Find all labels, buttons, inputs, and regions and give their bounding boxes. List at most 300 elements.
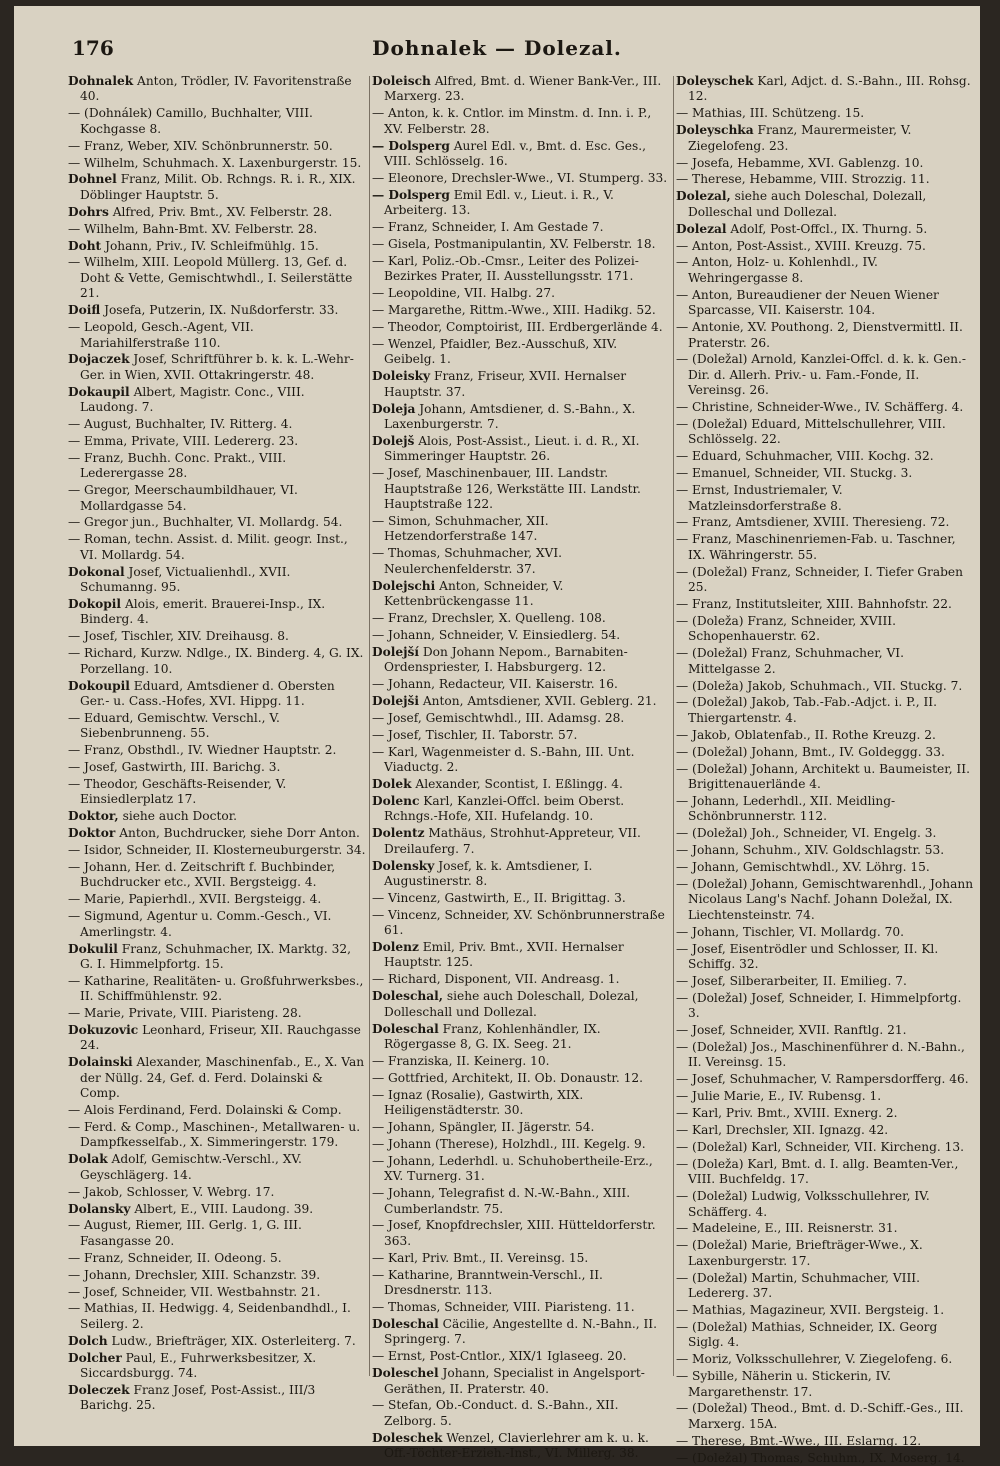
directory-entry [372,891,670,906]
entry-text: — Johann, Her. d. Zeitschrift f. Buchbinder, Buchdrucker etc., XVII. Bergsteigg. 4. [68,860,336,890]
entry-text: — (Doležal) Jakob, Tab.-Fab.-Adjct. i. P., II. Thiergartenstr. 4. [676,695,937,725]
entry-text: — Katharine, Branntwein-Verschl., II. Dresdnerstr. 113. [372,1267,603,1298]
column-divider [673,76,674,1376]
directory-entry [372,1154,670,1185]
entry-text: siehe auch Doleschall, Dolezal, Dolleschall und Dollezal. [384,989,639,1019]
directory-entry [676,1040,974,1071]
entry-text: — Gottfried, Architekt, II. Ob. Donaustr. 12. [372,1070,644,1085]
entry-text: Karl, Adjct. d. S.-Bahn., III. Rohsg. 12. [688,74,971,104]
entry-text: — Johann, Telegrafist d. N.-W.-Bahn., XIII. Cumberlandstr. 75. [372,1186,631,1216]
entry-surname: Doleyschka [676,123,754,138]
entry-text: — Johann, Tischler, VI. Mollardg. 70. [676,924,904,939]
directory-entry [676,942,974,973]
directory-entry [676,189,974,220]
directory-entry [68,1202,366,1217]
entry-surname: Doleschal [372,1316,439,1331]
entry-text: Alexander, Scontist, I. Eßlingg. 4. [415,776,623,791]
entry-text: siehe auch Doleschal, Dolezall, Dolleschal und Dollezal. [688,189,927,219]
entry-text: — (Doležal) Joh., Schneider, VI. Engelg. 3. [676,826,937,841]
entry-text: — Sybille, Näherin u. Stickerin, IV. Margarethenstr. 17. [676,1369,892,1399]
entry-text: — Johann, Schuhm., XIV. Goldschlagstr. 53. [676,843,945,858]
entry-text: Josef, Schriftführer b. k. k. L.-Wehr-Ger. in Wien, XVII. Ottakringerstr. 48. [80,352,354,382]
entry-text: — Franz, Institutsleiter, XIII. Bahnhofstr. 22. [676,597,952,611]
entry-surname: Dolezal, [676,189,731,204]
directory-entry [676,1123,974,1138]
directory-entry [372,611,670,626]
directory-entry [68,1383,366,1414]
directory-entry [372,402,670,433]
entry-surname: — Dolsperg [372,187,450,202]
entry-text: Adolf, Post-Offcl., IX. Thurng. 5. [730,221,928,236]
entry-surname: Dokuzovic [68,1023,139,1038]
directory-entry [68,760,366,775]
directory-entry [676,222,974,237]
entry-text: Emil, Priv. Bmt., XVII. Hernalser Hauptstr. 125. [384,940,624,970]
entry-text: — Leopoldine, VII. Halbg. 27. [372,286,555,301]
entry-text: — Josef, Gastwirth, III. Barichg. 3. [68,760,281,775]
directory-entry [676,172,974,187]
directory-entry [68,629,366,644]
entry-surname: Dolak [68,1152,108,1167]
directory-entry [372,74,670,105]
entry-text: Franz, Friseur, XVII. Hernalser Hauptstr. 37. [384,369,627,399]
directory-entry [676,745,974,760]
directory-entry [676,1089,974,1104]
entry-surname: Dolcher [68,1350,122,1365]
directory-entry [68,434,366,449]
directory-entry [372,1186,670,1217]
entry-text: — (Doleža) Jakob, Schuhmach., VII. Stuckg. 7. [676,678,963,693]
directory-entry [68,1023,366,1054]
entry-text: Don Johann Nepom., Barnabiten-Ordenspriester, I. Habsburgerg. 12. [384,644,628,675]
directory-entry [676,877,974,923]
entry-text: Anton, Amtsdiener, XVII. Geblerg. 21. [422,693,657,708]
entry-text: Eduard, Amtsdiener d. Obersten Ger.- u. Cass.-Hofes, XVI. Hippg. 11. [80,678,335,708]
directory-entry [68,1218,366,1249]
directory-entry [68,892,366,907]
entry-text: Franz Josef, Post-Assist., III/3 Barichg. 25. [80,1383,316,1413]
entry-surname: Doifl [68,303,101,318]
directory-entry [676,974,974,989]
entry-surname: Dolejš [372,433,415,448]
entry-text: Paul, E., Fuhrwerksbesitzer, X. Siccardsburgg. 74. [80,1350,317,1381]
directory-entry [372,139,670,170]
directory-entry [676,1401,974,1432]
directory-entry [372,908,670,939]
directory-entry [372,1137,670,1152]
entry-text: — Roman, techn. Assist. d. Milit. geogr. Inst., VI. Mollardg. 54. [68,532,348,562]
entry-text: — (Doležal) Marie, Briefträger-Wwe., X. Laxenburgerstr. 17. [676,1238,923,1268]
entry-text: — Franziska, II. Keinerg. 10. [372,1053,550,1068]
entry-text: — Wilhelm, XIII. Leopold Müllerg. 13, Gef. d. Doht & Vette, Gemischtwhdl., I. Seilerstätte 21. [68,255,353,301]
directory-entry [676,1320,974,1351]
entry-text: — Antonie, XV. Pouthong. 2, Dienstvermittl. II. Praterstr. 26. [676,320,963,350]
entry-text: — Karl, Poliz.-Ob.-Cmsr., Leiter des Polizei-Bezirkes Prater, II. Ausstellungsstr. 171. [372,253,639,284]
entry-text: Josef, k. k. Amtsdiener, I. Augustinerstr. 8. [384,858,593,888]
entry-text: — Richard, Kurzw. Ndlge., IX. Binderg. 4, G. IX. Porzellang. 10. [68,646,364,676]
entry-text: — Richard, Disponent, VII. Andreasg. 1. [372,972,620,987]
entry-text: — Theodor, Geschäfts-Reisender, V. Einsiedlerplatz 17. [68,776,287,807]
entry-text: — Moriz, Volksschullehrer, V. Ziegelofeng. 6. [676,1352,953,1367]
entry-text: — Josef, Knopfdrechsler, XIII. Hütteldorferstr. 363. [372,1218,656,1248]
entry-text: — (Doležal) Thomas, Schuhm., IX. Moserg. 14. [676,1450,965,1465]
directory-entry [372,711,670,726]
directory-entry [68,156,366,171]
directory-entry [676,352,974,398]
entry-text: — Franz, Obsthdl., IV. Wiedner Hauptstr. 2. [68,743,337,758]
directory-entry [68,909,366,940]
directory-entry [68,843,366,858]
directory-entry [68,451,366,482]
page-number: 176 [72,36,114,60]
entry-text: — Johann, Lederhdl., XII. Meidling-Schönbrunnerstr. 112. [676,793,896,824]
entry-text: Franz, Milit. Ob. Rchngs. R. i. R., XIX. Döblinger Hauptstr. 5. [80,172,356,202]
entry-text: — Vincenz, Schneider, XV. Schönbrunnerstraße 61. [372,907,665,938]
entry-surname: Dolezal [676,221,727,236]
directory-entry [372,694,670,709]
entry-text: — Eduard, Schuhmacher, VIII. Kochg. 32. [676,449,934,464]
entry-text: — (Doležal) Arnold, Kanzlei-Offcl. d. k. k. Gen.-Dir. d. Allerh. Priv.- u. Fam.-Fonde, II. Vereinsg. 26. [676,352,967,398]
directory-entry [372,1054,670,1069]
directory-entry [372,546,670,577]
entry-text: Franz, Kohlenhändler, IX. Rögergasse 8, G. IX. Seeg. 21. [384,1021,601,1051]
entry-text: Anton, Trödler, IV. Favoritenstraße 40. [80,74,352,104]
directory-entry [676,826,974,841]
directory-entry [68,1301,366,1332]
entry-text: — Emma, Private, VIII. Ledererg. 23. [68,433,299,448]
directory-entry [68,352,366,383]
directory-entry [676,288,974,319]
directory-entry [68,1006,366,1021]
entry-text: Alexander, Maschinenfab., E., X. Van der Nüllg. 24, Gef. d. Ferd. Dolainski & Comp. [80,1055,365,1101]
entry-text: — Stefan, Ob.-Conduct. d. S.-Bahn., XII. Zelborg. 5. [372,1398,619,1428]
entry-text: Anton, Buchdrucker, siehe Dorr Anton. [119,826,360,841]
entry-text: — (Doleža) Karl, Bmt. d. I. allg. Beamten-Ver., VIII. Buchfeldg. 17. [676,1156,959,1187]
directory-entry [676,156,974,171]
directory-entry [676,532,974,563]
entry-surname: Dolainski [68,1055,133,1070]
entry-text: Karl, Kanzlei-Offcl. beim Oberst. Rchngs.-Hofe, XII. Hufelandg. 10. [384,793,625,824]
directory-column-1 [68,74,366,1444]
entry-surname: Dolejší [372,644,419,659]
entry-text: Albert, E., VIII. Laudong. 39. [134,1201,314,1216]
directory-entry [372,171,670,186]
directory-page [14,6,980,1465]
directory-entry [68,809,366,824]
entry-text: — Josef, Schneider, XVII. Ranftlg. 21. [676,1023,907,1038]
entry-surname: Dolejši [372,693,419,708]
entry-text: — Josefa, Hebamme, XVI. Gablenzg. 10. [676,155,924,170]
entry-surname: Doleschek [372,1430,443,1445]
entry-text: — August, Buchhalter, IV. Ritterg. 4. [68,417,293,432]
directory-entry [676,1140,974,1155]
entry-text: Aurel Edl. v., Bmt. d. Esc. Ges., VIII. Schlösselg. 16. [384,138,646,169]
entry-text: — (Doležal) Johann, Bmt., IV. Goldeggg. 33. [676,744,945,759]
entry-text: — Franz, Weber, XIV. Schönbrunnerstr. 50. [68,138,333,153]
directory-entry [372,777,670,792]
entry-text: — Alois Ferdinand, Ferd. Dolainski & Comp. [68,1103,342,1118]
directory-entry [68,1251,366,1266]
directory-entry [676,1157,974,1188]
directory-entry [372,628,670,643]
entry-surname: Dolenc [372,793,420,808]
entry-text: — Franz, Amtsdiener, XVIII. Theresieng. 72. [676,515,950,530]
directory-entry [372,303,670,318]
directory-entry [676,1434,974,1449]
directory-entry [68,1351,366,1382]
directory-entry [372,188,670,219]
entry-text: — Julie Marie, E., IV. Rubensg. 1. [676,1089,882,1104]
directory-entry [676,1369,974,1400]
directory-entry [372,1268,670,1299]
directory-column-2 [372,74,670,1461]
entry-text: — Christine, Schneider-Wwe., IV. Schäfferg. 4. [676,400,964,415]
directory-entry [676,106,974,121]
entry-text: Josef, Victualienhdl., XVII. Schumanng. 95. [80,564,291,595]
entry-text: — Franz, Buchh. Conc. Prakt., VIII. Lederergasse 28. [68,450,287,481]
entry-text: — Franz, Schneider, I. Am Gestade 7. [372,220,604,235]
directory-entry [676,466,974,481]
directory-entry [676,991,974,1022]
entry-text: Franz, Schuhmacher, IX. Marktg. 32, G. I. Himmelpfortg. 15. [80,941,352,971]
directory-entry [676,728,974,743]
entry-text: — Marie, Papierhdl., XVII. Bergsteigg. 4. [68,892,322,907]
entry-text: — Emanuel, Schneider, VII. Stuckg. 3. [676,466,913,481]
entry-text: — (Doležal) Franz, Schuhmacher, VI. Mittelgasse 2. [676,646,904,676]
directory-entry [372,237,670,252]
running-head: Dohnalek — Dolezal. [372,36,622,60]
entry-text: — (Doležal) Ludwig, Volksschullehrer, IV. Schäfferg. 4. [676,1189,930,1219]
entry-text: — (Doležal) Karl, Schneider, VII. Kircheng. 13. [676,1139,964,1154]
directory-entry [676,762,974,793]
entry-text: — Margarethe, Rittm.-Wwe., XIII. Hadikg. 52. [372,303,656,318]
entry-text: Johann, Amtsdiener, d. S.-Bahn., X. Laxenburgerstr. 7. [384,401,636,432]
entry-text: — August, Riemer, III. Gerlg. 1, G. III. Fasangasse 20. [68,1218,302,1248]
directory-entry [372,1071,670,1086]
directory-entry [676,1238,974,1269]
entry-text: — Eduard, Gemischtw. Verschl., V. Siebenbrunneng. 55. [68,710,280,741]
directory-entry [372,369,670,400]
entry-text: — (Doležal) Theod., Bmt. d. D.-Schiff.-Ges., III. Marxerg. 15A. [676,1401,964,1431]
directory-entry [372,972,670,987]
entry-text: — Johann, Spängler, II. Jägerstr. 54. [372,1120,595,1134]
entry-text: — Karl, Wagenmeister d. S.-Bahn, III. Unt. Viaductg. 2. [372,744,635,775]
directory-entry [676,695,974,726]
directory-entry [68,303,366,318]
directory-entry [372,677,670,692]
entry-text: Franz, Maurermeister, V. Ziegelofeng. 23. [688,123,912,153]
entry-surname: Dojaczek [68,352,130,367]
entry-text: Wenzel, Clavierlehrer am k. u. k. Off.-Töchter-Erzieh.-Inst., VI. Millerg. 38. [384,1430,649,1461]
entry-text: Ludw., Briefträger, XIX. Osterleiterg. 7. [111,1333,356,1348]
directory-entry [68,1120,366,1151]
directory-entry [676,74,974,105]
directory-entry [68,385,366,416]
directory-entry [372,434,670,465]
entry-text: — Anton, Post-Assist., XVIII. Kreuzg. 75. [676,238,926,253]
directory-column-3 [676,74,974,1465]
entry-text: — (Doleža) Franz, Schneider, XVIII. Schopenhauerstr. 62. [676,613,896,644]
directory-entry [676,400,974,415]
directory-entry [372,286,670,301]
entry-text: — (Doležal) Franz, Schneider, I. Tiefer Graben 25. [676,564,963,595]
directory-entry [676,1271,974,1302]
directory-entry [68,1334,366,1349]
entry-text: — Karl, Drechsler, XII. Ignazg. 42. [676,1123,889,1137]
entry-text: — Thomas, Schuhmacher, XVI. Neulerchenfelderstr. 37. [372,546,563,576]
entry-surname: Dolentz [372,826,425,841]
entry-surname: Dokonal [68,564,125,579]
directory-entry [68,172,366,203]
entry-text: — Wilhelm, Schuhmach. X. Laxenburgerstr. 15. [68,155,362,170]
entry-text: — (Doležal) Josef, Schneider, I. Himmelpfortg. 3. [676,990,962,1021]
entry-text: Johann, Specialist in Angelsport-Geräthen, II. Praterstr. 40. [384,1366,645,1396]
directory-entry [68,255,366,301]
directory-entry [68,1103,366,1118]
directory-entry [372,1317,670,1348]
entry-text: — Anton, Holz- u. Kohlenhdl., IV. Wehringergasse 8. [676,255,878,285]
directory-entry [68,74,366,105]
directory-entry [676,1189,974,1220]
directory-entry [372,254,670,285]
entry-text: — Mathias, Magazineur, XVII. Bergsteig. 1. [676,1302,945,1317]
entry-text: — Isidor, Schneider, II. Klosterneuburgerstr. 34. [68,843,366,858]
directory-entry [68,679,366,710]
directory-entry [372,940,670,971]
entry-text: — Mathias, II. Hedwigg. 4, Seidenbandhdl., I. Seilerg. 2. [68,1301,351,1331]
directory-entry [372,320,670,335]
entry-surname: Dolek [372,776,412,791]
directory-entry [68,106,366,137]
directory-entry [372,859,670,890]
entry-surname: Doleyschek [676,74,754,88]
entry-text: Emil Edl. v., Lieut. i. R., V. Arbeiterg. 13. [384,187,614,218]
entry-text: — Johann, Gemischtwhdl., XV. Löhrg. 15. [676,860,930,874]
entry-text: Leonhard, Friseur, XII. Rauchgasse 24. [80,1023,361,1053]
directory-entry [676,239,974,254]
entry-surname: Doleschal, [372,989,443,1004]
directory-entry [68,860,366,891]
entry-text: — Gregor, Meerschaumbildhauer, VI. Mollardgasse 54. [68,483,298,513]
directory-entry [372,1120,670,1135]
entry-text: — Therese, Bmt.-Wwe., III. Eslarng. 12. [676,1433,922,1448]
entry-text: — Gregor jun., Buchhalter, VI. Mollardg. 54. [68,515,343,530]
directory-entry [68,320,366,351]
entry-surname: Dokoupil [68,678,130,693]
entry-surname: Doleja [372,401,416,416]
directory-entry [68,1268,366,1283]
entry-text: — Theodor, Comptoirist, III. Erdbergerlände 4. [372,320,663,335]
entry-surname: Dohrs [68,204,109,219]
entry-text: Anton, Schneider, V. Kettenbrückengasse 11. [384,578,564,608]
entry-text: — Franz, Drechsler, X. Quelleng. 108. [372,610,606,625]
entry-text: — Therese, Hebamme, VIII. Strozzig. 11. [676,172,930,187]
directory-entry [68,1285,366,1300]
directory-entry [372,1218,670,1249]
entry-text: — Marie, Private, VIII. Piaristeng. 28. [68,1006,302,1021]
entry-text: — (Doležal) Mathias, Schneider, IX. Georg Siglg. 4. [676,1319,938,1350]
directory-entry [68,532,366,563]
entry-text: — Katharine, Realitäten- u. Großfuhrwerksbes., II. Schiffmühlenstr. 92. [68,973,364,1004]
entry-text: Alois, Post-Assist., Lieut. i. d. R., XI. Simmeringer Hauptstr. 26. [384,433,640,464]
directory-entry [68,565,366,596]
directory-entry [372,1349,670,1364]
directory-entry [676,320,974,351]
entry-text: siehe auch Doctor. [122,809,238,824]
directory-entry [676,1221,974,1236]
entry-text: — Josef, Schneider, VII. Westbahnstr. 21. [68,1284,321,1299]
directory-entry [372,826,670,857]
directory-entry [68,1185,366,1200]
directory-entry [676,123,974,154]
directory-entry [68,515,366,530]
entry-text: — Josef, Silberarbeiter, II. Emilieg. 7. [676,973,907,988]
directory-entry [68,483,366,514]
directory-entry [372,579,670,610]
entry-text: — (Doležal) Johann, Gemischtwarenhdl., Johann Nicolaus Lang's Nachf. Johann Doležal, IX. Liechtensteinstr. 74. [676,876,974,922]
entry-text: — Johann (Therese), Holzhdl., III. Kegelg. 9. [372,1136,646,1151]
entry-text: — Ernst, Post-Cntlor., XIX/1 Iglaseeg. 20. [372,1349,627,1364]
entry-surname: Doleschel [372,1366,439,1381]
directory-entry [676,1451,974,1466]
entry-surname: Dolenz [372,940,419,955]
directory-entry [68,743,366,758]
entry-surname: Dolejschi [372,578,436,593]
entry-text: — Franz, Schneider, II. Odeong. 5. [68,1250,282,1265]
entry-surname: Dolch [68,1333,108,1348]
directory-entry [676,597,974,612]
directory-entry [676,679,974,694]
entry-text: — Ignaz (Rosalie), Gastwirth, XIX. Heiligenstädterstr. 30. [372,1087,584,1118]
directory-entry [372,989,670,1020]
directory-entry [372,645,670,676]
entry-text: — Franz, Maschinenriemen-Fab. u. Taschner, IX. Währingerstr. 55. [676,532,956,562]
directory-entry [676,1023,974,1038]
entry-text: Alfred, Bmt. d. Wiener Bank-Ver., III. Marxerg. 23. [384,74,662,104]
directory-entry [68,711,366,742]
entry-text: — Johann, Schneider, V. Einsiedlerg. 54. [372,627,621,642]
directory-entry [372,1300,670,1315]
entry-text: — Eleonore, Drechsler-Wwe., VI. Stumperg. 33. [372,170,668,185]
directory-entry [676,449,974,464]
directory-entry [68,826,366,841]
entry-text: — Gisela, Postmanipulantin, XV. Felberstr. 18. [372,237,656,252]
entry-text: — (Dohnálek) Camillo, Buchhalter, VIII. Kochgasse 8. [68,106,313,136]
entry-surname: Doktor, [68,809,119,824]
directory-entry [676,1072,974,1087]
directory-entry [372,337,670,368]
directory-entry [676,1106,974,1121]
directory-entry [68,1152,366,1183]
directory-entry [372,1022,670,1053]
entry-surname: Doleisky [372,369,431,384]
entry-text: — Wilhelm, Bahn-Bmt. XV. Felberstr. 28. [68,221,318,236]
entry-text: — Thomas, Schneider, VIII. Piaristeng. 11. [372,1299,635,1314]
directory-entry [676,925,974,940]
entry-surname: Dokulil [68,941,118,956]
directory-entry [372,106,670,137]
entry-text: — Anton, k. k. Cntlor. im Minstm. d. Inn. i. P., XV. Felberstr. 28. [372,106,652,136]
directory-entry [676,794,974,825]
entry-surname: Dokaupil [68,384,130,399]
entry-text: — Johann, Redacteur, VII. Kaiserstr. 16. [372,677,618,692]
directory-entry [68,222,366,237]
entry-text: Albert, Magistr. Conc., VIII. Laudong. 7. [80,384,305,415]
entry-text: — Johann, Drechsler, XIII. Schanzstr. 39. [68,1267,321,1282]
entry-text: — Josef, Schuhmacher, V. Rampersdorfferg. 46. [676,1072,969,1087]
entry-text: Alois, emerit. Brauerei-Insp., IX. Binderg. 4. [80,597,326,627]
directory-entry [372,794,670,825]
